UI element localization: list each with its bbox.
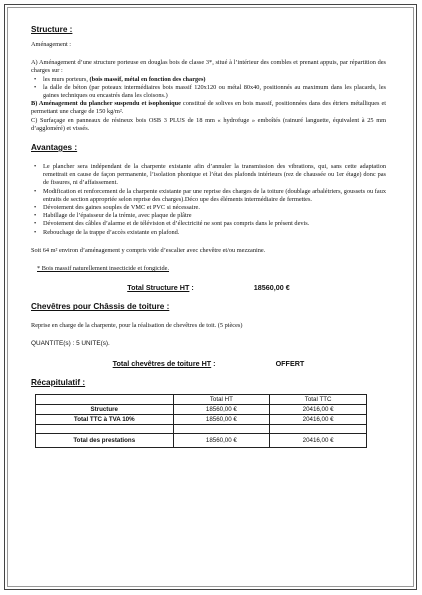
total-chevetres-colon: : — [211, 358, 216, 368]
recap-spacer-cell — [270, 424, 367, 433]
bullet-icon: • — [34, 212, 37, 220]
recap-header-ht: Total HT — [173, 394, 270, 404]
recap-row-spacer — [36, 424, 367, 433]
total-structure-colon: : — [189, 283, 194, 293]
recap-table — [35, 394, 367, 448]
recap-heading: Récapitulatif : — [31, 377, 86, 387]
total-structure-line — [31, 283, 386, 292]
avantage-item-4-text: Habillage de l’épaisseur de la trémie, avec plaque de plâtre — [43, 212, 192, 220]
total-chevetres-value: OFFERT — [275, 358, 305, 368]
surface-note: Soit 64 m² environ d’aménagement y compris vide d’escalier avec chevêtre et/ou mezzanine. — [31, 246, 266, 254]
structure-a-bullet-2 — [31, 84, 386, 100]
recap-row-structure — [36, 404, 367, 414]
structure-b-paragraph — [31, 100, 386, 116]
recap-total-ttc: 20416,00 € — [270, 433, 367, 447]
total-chevetres-line — [31, 359, 386, 368]
avantage-item-2 — [31, 188, 386, 204]
avantages-heading: Avantages : — [31, 143, 78, 153]
recap-total-label: Total des prestations — [36, 433, 174, 447]
quantite-label: QUANTITE(s) : — [31, 340, 75, 348]
recap-header-row — [36, 394, 367, 404]
quantite-value: 5 UNITE(s). — [76, 340, 110, 348]
total-chevetres-label: Total chevêtres de toiture HT — [112, 358, 212, 368]
bullet-icon: • — [34, 187, 37, 195]
avantage-item-5 — [31, 220, 386, 228]
bullet-2-text: la dalle de béton (par poteaux intermédiaires bois massif 120x120 ou métal 80x40, positionnés au maximum dans les placards, les gaines techniques ou encastrés dans les cloisons.) — [43, 83, 386, 100]
recap-cell-ttc: 20416,00 € — [270, 414, 367, 424]
recap-cell-label: Total TTC à TVA 10% — [36, 414, 174, 424]
recap-row-total — [36, 433, 367, 447]
bullet-icon: • — [34, 83, 37, 91]
avantage-item-2-text: Modification et renforcement de la charpente existante par une reprise des charges de la toiture (doublage arbalétriers, goussets ou faux entraits de section appropriée selon reprise des charges).Déco upe des éléments intermédiaire de fermettes. — [43, 187, 386, 203]
chevetres-text: Reprise en charge de la charpente, pour la réalisation de chevêtres de toit. (5 pièces) — [31, 322, 243, 330]
recap-spacer-cell — [173, 424, 270, 433]
structure-b-label: B) Aménagement du plancher suspendu et isophonique — [31, 100, 181, 108]
recap-cell-ht: 18560,00 € — [173, 404, 270, 414]
total-structure-label: Total Structure HT — [127, 283, 190, 293]
recap-total-ht: 18560,00 € — [173, 433, 270, 447]
structure-c-text: C) Surfaçage en panneaux de résineux bois OSB 3 PLUS de 18 mm « hydrofuge » emboîtés (rainuré languette, équivalent à 25 mm d’aggloméré) et vissés. — [31, 116, 386, 132]
bullet-icon: • — [34, 204, 37, 212]
bullet-icon: • — [34, 163, 37, 171]
recap-header-empty — [36, 394, 174, 404]
structure-a-text: A) Aménagement d’une structure porteuse en douglas bois de classe 3*, situé à l’intérieur des combles et prenant appuis, par répartition des charges sur : — [31, 59, 386, 75]
quantite-line — [31, 340, 386, 348]
recap-cell-ttc: 20416,00 € — [270, 404, 367, 414]
structure-heading: Structure : — [31, 25, 73, 34]
recap-spacer-cell — [36, 424, 174, 433]
avantage-item-1-text: Le plancher sera indépendant de la charpente existante afin d’annuler la transmission des vibrations, qui, sans cette adaptation remettrait en cause de façon permanente, l’isolation phonique et l’état des plafonds intérieurs (rez de chaussée ou 1er étage) donc pas de fissures, ni d’affaissement. — [43, 163, 386, 187]
structure-a-bullet-1 — [31, 76, 386, 84]
chevetres-heading: Chevêtres pour Châssis de toiture : — [31, 302, 170, 312]
structure-intro: Aménagement : — [31, 41, 72, 48]
structure-b-text: constitué de solives en bois massif, positionnées dans des étriers métalliques et permettant une charge de 150 kg/m². — [31, 100, 386, 116]
avantage-item-4 — [31, 212, 386, 220]
recap-header-ttc: Total TTC — [270, 394, 367, 404]
recap-cell-ht: 18560,00 € — [173, 414, 270, 424]
total-structure-value: 18560,00 € — [253, 283, 290, 293]
bullet-1-normal: les murs porteurs, — [43, 75, 90, 83]
recap-cell-label: Structure — [36, 404, 174, 414]
avantage-item-1 — [31, 163, 386, 188]
recap-row-tva — [36, 414, 367, 424]
bullet-1-bold: (bois massif, métal en fonction des charges) — [89, 75, 206, 83]
avantage-item-3 — [31, 204, 386, 212]
document-body — [31, 25, 386, 448]
bois-note: * Bois massif naturellement insecticide et fongicide. — [37, 265, 170, 273]
avantage-item-3-text: Dévoiement des gaines souples de VMC et PVC si nécessaire. — [43, 204, 200, 212]
bullet-icon: • — [34, 75, 37, 83]
bullet-icon: • — [34, 220, 37, 228]
avantage-item-6 — [31, 229, 386, 237]
bullet-icon: • — [34, 228, 37, 236]
avantage-item-5-text: Dévoiement des câbles d’alarme et de télévision et d’électricité ne sont pas compris dans le présent devis. — [43, 220, 310, 228]
avantage-item-6-text: Rebouchage de la trappe d’accès existante en plafond. — [43, 228, 180, 236]
